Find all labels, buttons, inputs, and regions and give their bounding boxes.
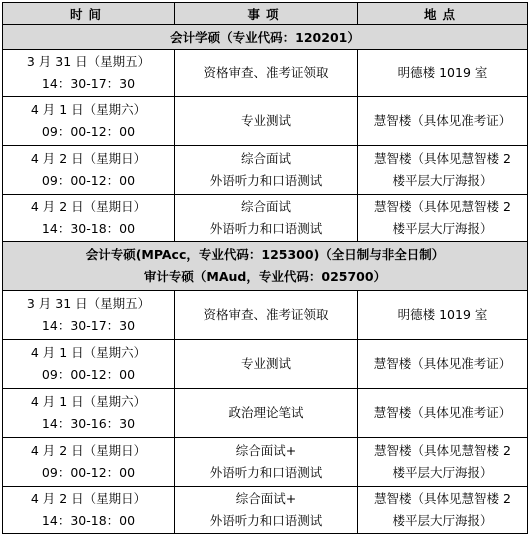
item-text-2: 外语听力和口语测试 [209,221,323,236]
date-text: 4 月 1 日（星期六） [30,345,147,360]
date-text: 4 月 2 日（星期日） [30,151,147,166]
time-cell [3,50,175,97]
place-cell [358,146,528,195]
date-text: 3 月 31 日（星期五） [26,296,151,311]
time-text: 09：00-12：00 [41,173,136,188]
place-cell [358,195,528,242]
item-text: 专业测试 [240,356,291,371]
place-text: 慧智楼（具体见准考证） [373,113,512,128]
time-cell [3,487,175,534]
time-text: 14：30-17：30 [41,76,136,91]
header-item: 事项 [175,3,358,25]
item-cell [175,340,358,389]
date-text: 3 月 31 日（星期五） [26,54,151,69]
place-text: 明德楼 1019 室 [397,65,488,80]
time-text: 14：30-18：00 [41,221,136,236]
table-row [3,97,528,146]
place-text: 慧智楼（具体见准考证） [373,356,512,371]
time-text: 09：00-12：00 [41,367,136,382]
date-text: 4 月 2 日（星期日） [30,443,147,458]
item-cell [175,389,358,438]
time-text: 09：00-12：00 [41,124,136,139]
item-text-2: 外语听力和口语测试 [209,465,323,480]
place-text-2: 楼平层大厅海报） [392,465,493,480]
place-cell [358,50,528,97]
item-text: 专业测试 [240,113,291,128]
section2-title-line2: 审计专硕（MAud，专业代码：025700） [143,269,387,284]
table-row [3,291,528,340]
date-text: 4 月 2 日（星期日） [30,491,147,506]
section2-title-line1: 会计专硕(MPAcc，专业代码：125300)（全日制与非全日制） [85,247,445,262]
table-row [3,50,528,97]
place-text: 慧智楼（具体见慧智楼 2 [374,443,511,458]
place-text: 慧智楼（具体见慧智楼 2 [374,491,511,506]
time-cell [3,389,175,438]
item-text-2: 外语听力和口语测试 [209,173,323,188]
item-text: 综合面试+ [235,491,297,506]
place-cell [358,389,528,438]
item-cell [175,291,358,340]
time-cell [3,340,175,389]
place-text-2: 楼平层大厅海报） [392,513,493,528]
table-row [3,195,528,242]
section-header [3,242,528,291]
time-text: 14：30-18：00 [41,513,136,528]
item-cell [175,438,358,487]
item-text: 综合面试+ [235,443,297,458]
place-cell [358,340,528,389]
time-cell [3,97,175,146]
item-text: 资格审查、准考证领取 [203,65,329,80]
table-row [3,146,528,195]
place-text: 慧智楼（具体见慧智楼 2 [374,151,511,166]
time-text: 14：30-17：30 [41,318,136,333]
item-text: 综合面试 [240,199,291,214]
place-text: 慧智楼（具体见慧智楼 2 [374,199,511,214]
place-cell [358,438,528,487]
schedule-table [2,2,528,534]
place-text-2: 楼平层大厅海报） [392,173,493,188]
place-text: 明德楼 1019 室 [397,307,488,322]
item-cell [175,50,358,97]
place-text-2: 楼平层大厅海报） [392,221,493,236]
item-text-2: 外语听力和口语测试 [209,513,323,528]
place-cell [358,487,528,534]
date-text: 4 月 1 日（星期六） [30,102,147,117]
place-cell [358,291,528,340]
item-cell [175,97,358,146]
section2-title [3,242,528,291]
table-row [3,340,528,389]
date-text: 4 月 1 日（星期六） [30,394,147,409]
time-text: 09：00-12：00 [41,465,136,480]
table-row [3,389,528,438]
date-text: 4 月 2 日（星期日） [30,199,147,214]
table-row [3,487,528,534]
header-time: 时间 [3,3,175,25]
time-cell [3,146,175,195]
item-cell [175,146,358,195]
time-text: 14：30-16：30 [41,416,136,431]
time-cell [3,195,175,242]
table-row [3,438,528,487]
place-cell [358,97,528,146]
section-header [3,25,528,50]
time-cell [3,291,175,340]
place-text: 慧智楼（具体见准考证） [373,405,512,420]
header-place: 地点 [358,3,528,25]
item-cell [175,487,358,534]
section1-title: 会计学硕（专业代码：120201） [3,25,528,50]
item-text: 资格审查、准考证领取 [203,307,329,322]
item-text: 政治理论笔试 [228,405,304,420]
item-text: 综合面试 [240,151,291,166]
item-cell [175,195,358,242]
time-cell [3,438,175,487]
header-row [3,3,528,25]
